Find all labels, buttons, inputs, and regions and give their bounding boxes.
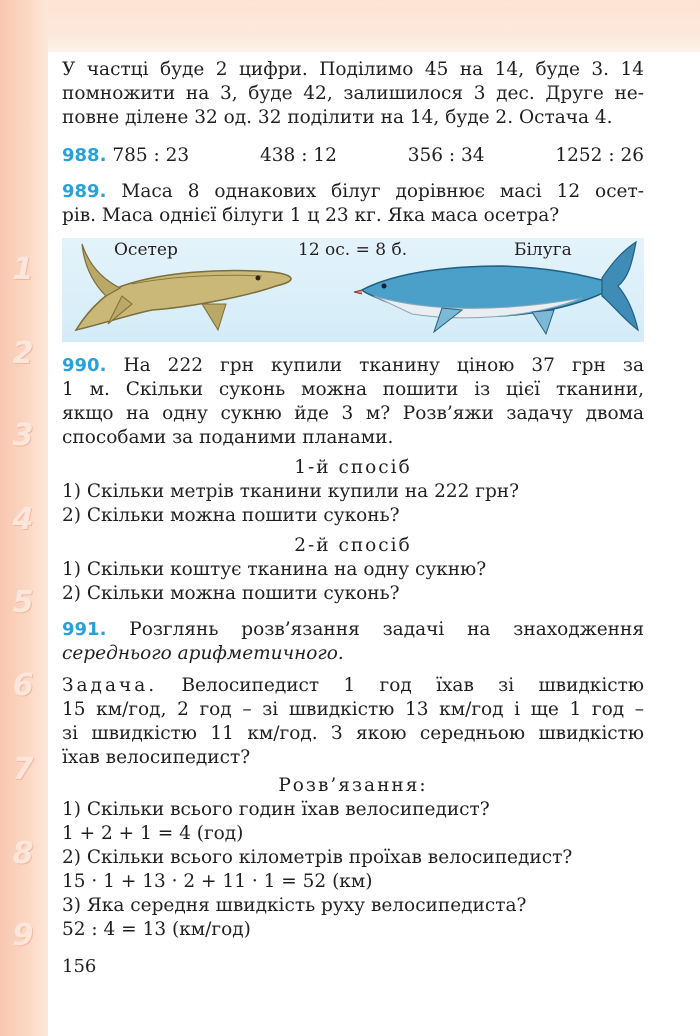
task-label: Задача. (62, 675, 158, 696)
method-2-title: 2-й спосіб (294, 535, 412, 556)
text-span: Розглянь розв’язання задачі на знаходження (129, 619, 644, 640)
text-line (62, 354, 644, 378)
task-line: 15 км/год, 2 год – зі швидкістю 13 км/год і ще 1 год – (62, 699, 644, 720)
solution-line: 3) Яка середня швидкість руху велосипедиста? (62, 895, 527, 916)
text-line: У частці буде 2 цифри. Поділимо 45 на 14, буде 3. 14 (62, 59, 644, 80)
plan-step: 2) Скільки можна пошити суконь? (62, 583, 400, 604)
division-item: 785 : 23 (112, 145, 190, 166)
text-line: якщо на одну сукню йде 3 м? Розв’яжи задачу двома (62, 403, 644, 424)
side-number: 5 (12, 585, 34, 620)
solution-line: 2) Скільки всього кілометрів проїхав велосипедист? (62, 847, 573, 868)
fish-drawing (62, 238, 644, 342)
fish-illustration (62, 238, 644, 342)
text-line (62, 618, 644, 642)
sturgeon-icon (76, 244, 291, 330)
side-number: 9 (12, 918, 34, 953)
side-number: 6 (12, 668, 34, 703)
solution-line: 1) Скільки всього годин їхав велосипедист? (62, 799, 490, 820)
side-decor-band (0, 0, 48, 1036)
beluga-label: Білуга (514, 240, 572, 260)
text-line: помножити на 3, буде 42, залишилося 3 дес. Друге не- (62, 83, 644, 104)
text-line: 1 м. Скільки суконь можна пошити із цієї тканини, (62, 379, 644, 400)
beluga-icon (354, 242, 638, 334)
division-item: 1252 : 26 (555, 145, 644, 166)
text-line: повне ділене 32 од. 32 поділити на 14, буде 2. Остача 4. (62, 107, 613, 128)
text-span: На 222 грн купили тканину ціною 37 грн за (123, 355, 644, 376)
page-number: 156 (62, 956, 97, 977)
exercise-990 (62, 354, 644, 606)
division-item: 438 : 12 (260, 145, 337, 166)
solution-line: 1 + 2 + 1 = 4 (год) (62, 823, 244, 844)
text-line: способами за поданими планами. (62, 427, 394, 448)
exercise-991 (62, 618, 644, 942)
side-number: 3 (12, 418, 34, 453)
plan-step: 1) Скільки коштує тканина на одну сукню? (62, 559, 487, 580)
exercise-988-first (62, 144, 189, 168)
top-decor-band (0, 0, 700, 52)
task-line: зі швидкістю 11 км/год. З якою середньою швидкістю (62, 723, 644, 744)
exercise-number: 991. (62, 619, 107, 640)
task-line: їхав велосипедист? (62, 747, 251, 768)
task-line (62, 674, 644, 698)
intro-paragraph (62, 58, 644, 130)
side-number: 8 (12, 836, 34, 871)
page-content (62, 58, 644, 942)
text-span: Маса 8 однакових білуг дорівнює масі 12 осет- (121, 181, 644, 202)
plan-step: 2) Скільки можна пошити суконь? (62, 505, 400, 526)
text-line: рів. Маса однієї білуги 1 ц 23 кг. Яка маса осетра? (62, 205, 560, 226)
text-span: Велосипедист 1 год їхав зі швидкістю (181, 675, 644, 696)
exercise-988 (62, 144, 644, 168)
exercise-number: 988. (62, 145, 107, 166)
text-line (62, 180, 644, 204)
method-1-title: 1-й спосіб (294, 457, 412, 478)
sturgeon-label: Осетер (114, 240, 178, 260)
exercise-number: 989. (62, 181, 107, 202)
exercise-989 (62, 180, 644, 228)
side-number: 2 (12, 336, 34, 371)
solution-title: Розв’язання: (278, 775, 428, 796)
side-number: 7 (12, 752, 34, 787)
division-item: 356 : 34 (407, 145, 485, 166)
plan-step: 1) Скільки метрів тканини купили на 222 грн? (62, 481, 520, 502)
side-number: 1 (12, 252, 34, 287)
solution-line: 52 : 4 = 13 (км/год) (62, 919, 251, 940)
exercise-number: 990. (62, 355, 107, 376)
equation-label: 12 ос. = 8 б. (298, 240, 408, 260)
solution-line: 15 · 1 + 13 · 2 + 11 · 1 = 52 (км) (62, 871, 373, 892)
side-number: 4 (12, 502, 34, 537)
text-line: середнього арифметичного. (62, 643, 344, 664)
